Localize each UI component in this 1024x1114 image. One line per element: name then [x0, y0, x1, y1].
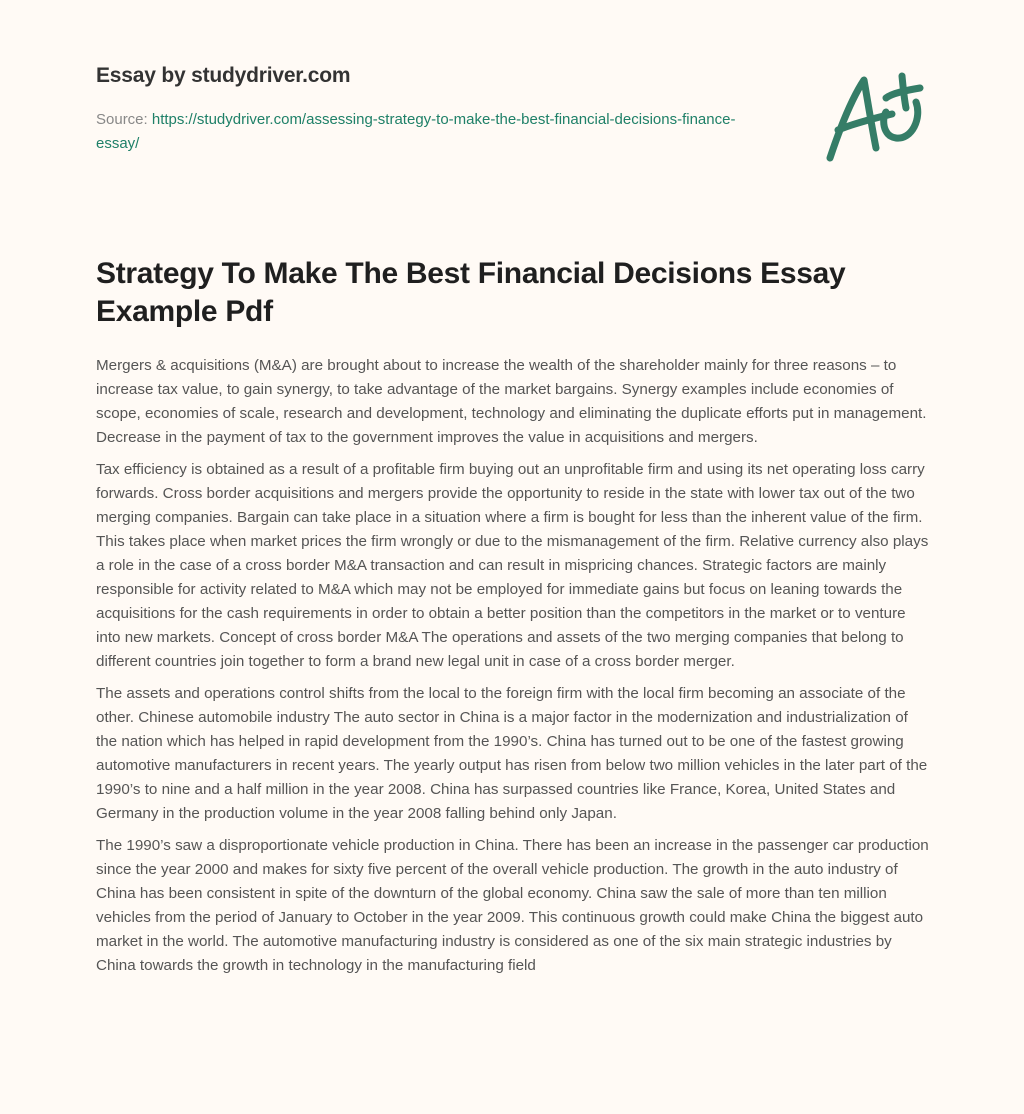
source-link[interactable]: https://studydriver.com/assessing-strategy-to-make-the-best-financial-decisions-finance-essay/ [96, 111, 736, 152]
site-title: Essay by studydriver.com [96, 64, 351, 87]
essay-paragraph: Mergers & acquisitions (M&A) are brought about to increase the wealth of the shareholder mainly for three reasons – to increase tax value, to gain synergy, to take advantage of the market bargains. Synergy examples include economies of scope, economies of scale, research and development, technology and eliminating the duplicate efforts put in management. Decrease in the payment of tax to the government improves the value in acquisitions and mergers. [96, 357, 927, 446]
essay-body [96, 354, 930, 986]
source-line [96, 108, 776, 156]
a-plus-logo-icon [820, 68, 930, 168]
essay-paragraph: Tax efficiency is obtained as a result of a profitable firm buying out an unprofitable firm and using its net operating loss carry forwards. Cross border acquisitions and mergers provide the opportunity to reside in the state with lower tax out of the two merging companies. Bargain can take place in a situation where a firm is bought for less than the inherent value of the firm. This takes place when market prices the firm wrongly or due to the mismanagement of the firm. Relative currency also plays a role in the case of a cross border M&A transaction and can result in mispricing chances. Strategic factors are mainly responsible for activity related to M&A which may not be employed for immediate gains but focus on leaning towards the acquisitions for the cash requirements in order to obtain a better position than the competitors in the market or to venture into new markets. Concept of cross border M&A The operations and assets of the two merging companies that belong to different countries join together to form a brand new legal unit in case of a cross border merger. [96, 461, 929, 670]
essay-paragraph: The assets and operations control shifts from the local to the foreign firm with the local firm becoming an associate of the other. Chinese automobile industry The auto sector in China is a major factor in the modernization and industrialization of the nation which has helped in rapid development from the 1990’s. China has turned out to be one of the fastest growing automotive manufacturers in recent years. The yearly output has risen from below two million vehicles in the later part of the 1990’s to nine and a half million in the year 2008. China has surpassed countries like France, Korea, United States and Germany in the production volume in the year 2008 falling behind only Japan. [96, 685, 928, 822]
site-header [96, 64, 776, 156]
source-label: Source: [96, 111, 148, 128]
essay-title: Strategy To Make The Best Financial Decisions Essay Example Pdf [96, 257, 846, 328]
essay-paragraph: The 1990’s saw a disproportionate vehicle production in China. There has been an increase in the passenger car production since the year 2000 and makes for sixty five percent of the overall vehicle production. The growth in the auto industry of China has been consistent in spite of the downturn of the global economy. China saw the sale of more than ten million vehicles from the period of January to October in the year 2009. This continuous growth could make China the biggest auto market in the world. The automotive manufacturing industry is considered as one of the six main strategic industries by China towards the growth in technology in the manufacturing field [96, 837, 929, 974]
